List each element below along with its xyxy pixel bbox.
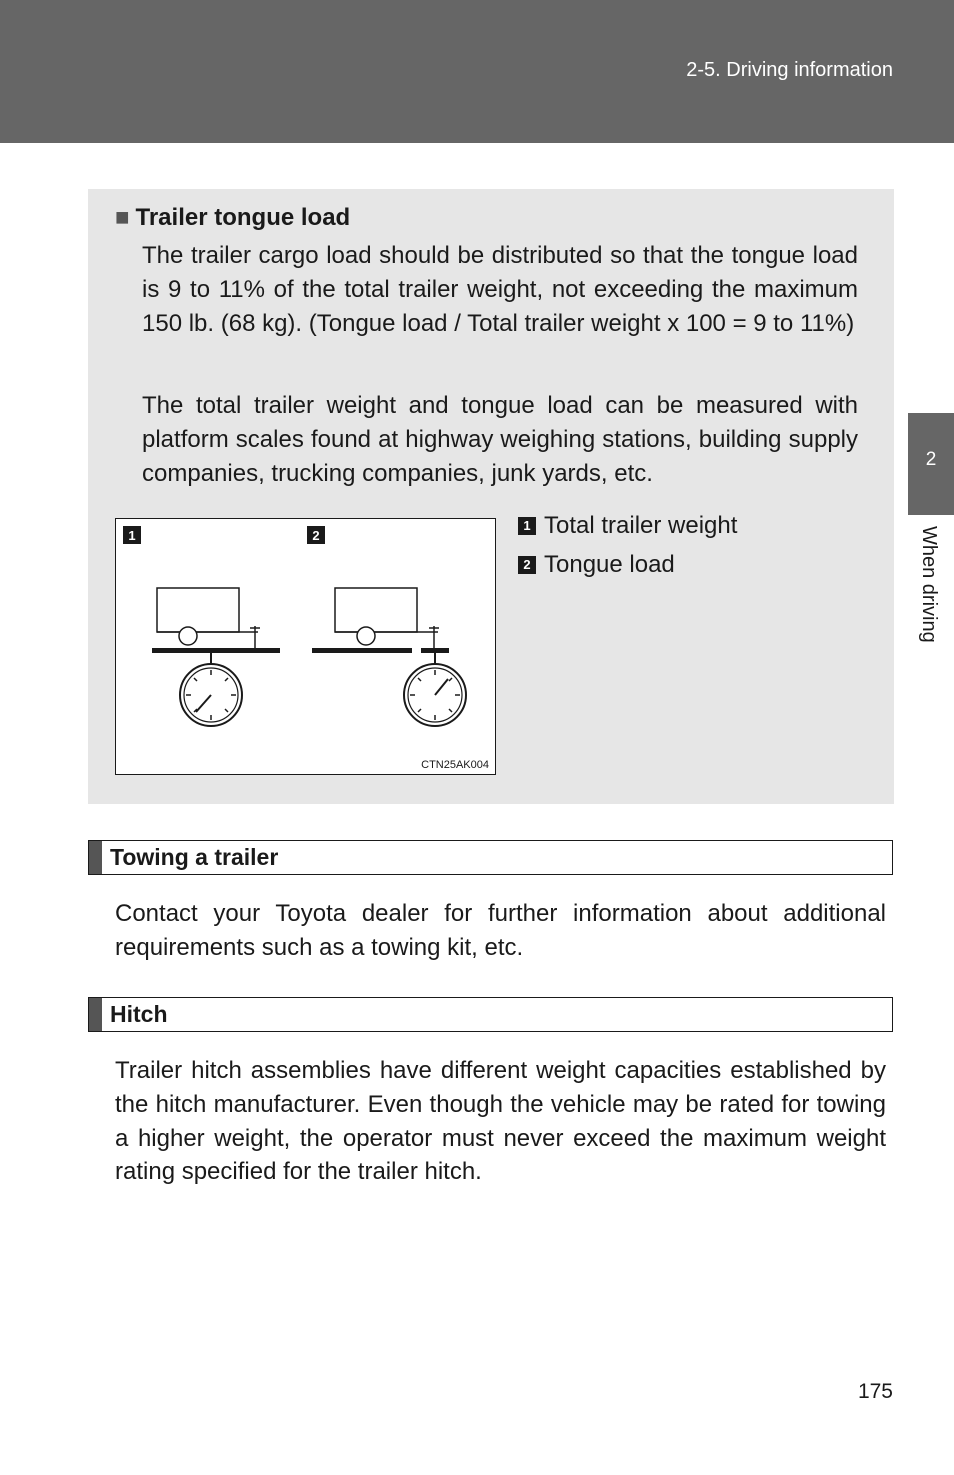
chapter-label-container [906,526,954,666]
legend-number-2: 2 [518,556,536,574]
chapter-tab [908,413,954,515]
trailer-tongue-on-scale-icon [335,588,439,648]
legend-label-1: Total trailer weight [544,512,738,539]
section-label: 2-5. Driving information [686,59,893,81]
page-number: 175 [857,1380,893,1403]
info-box [88,189,894,804]
legend-label-2: Tongue load [544,551,675,578]
legend-item-total-weight [518,512,737,540]
heading-bar [89,998,102,1031]
platform-scale-1 [152,648,280,653]
trailer-scale-figure [115,518,496,775]
badge-1: 1 [128,528,136,543]
heading-bar [89,841,102,874]
ground-line [312,648,412,653]
measurement-paragraph: The total trailer weight and tongue load can be measured with platform scales found at highway weighing stations, building supply companies, trucking companies, junk yards, etc. [142,392,858,487]
section-heading-towing [88,840,893,875]
figure-code: CTN25AK004 [421,759,489,771]
chapter-label: When driving [918,526,940,643]
section-heading-hitch [88,997,893,1032]
box-heading-text: Trailer tongue load [135,204,351,231]
legend-item-tongue-load [518,551,675,579]
scale-gauge-2-icon [404,664,466,726]
section-heading-hitch-text: Hitch [110,1001,168,1027]
badge-2: 2 [312,528,320,543]
chapter-number: 2 [925,449,937,470]
trailer-on-platform-icon [157,588,260,648]
tongue-load-paragraph: The trailer cargo load should be distributed so that the tongue load is 9 to 11% of the total trailer weight, not exceeding the maximum 150 lb. (68 kg). (Tongue load / Total trailer weight x 100 = 9 to 11%) [142,242,858,337]
trailer-scale-illustration [116,519,497,776]
hitch-paragraph: Trailer hitch assemblies have different weight capacities established by the hitch manufacturer. Even though the vehicle may be rated for towing a higher weight, the operator must never exceed the maximum weight rating specified for the trailer hitch. [115,1057,886,1186]
box-heading [115,204,350,232]
section-heading-towing-text: Towing a trailer [110,844,279,870]
scale-gauge-1-icon [180,664,242,726]
square-bullet-icon: ■ [115,204,130,231]
legend-number-1: 1 [518,517,536,535]
towing-paragraph: Contact your Toyota dealer for further information about additional requirements such as a towing kit, etc. [115,900,886,961]
platform-scale-2 [421,648,449,653]
header-band [0,0,954,143]
